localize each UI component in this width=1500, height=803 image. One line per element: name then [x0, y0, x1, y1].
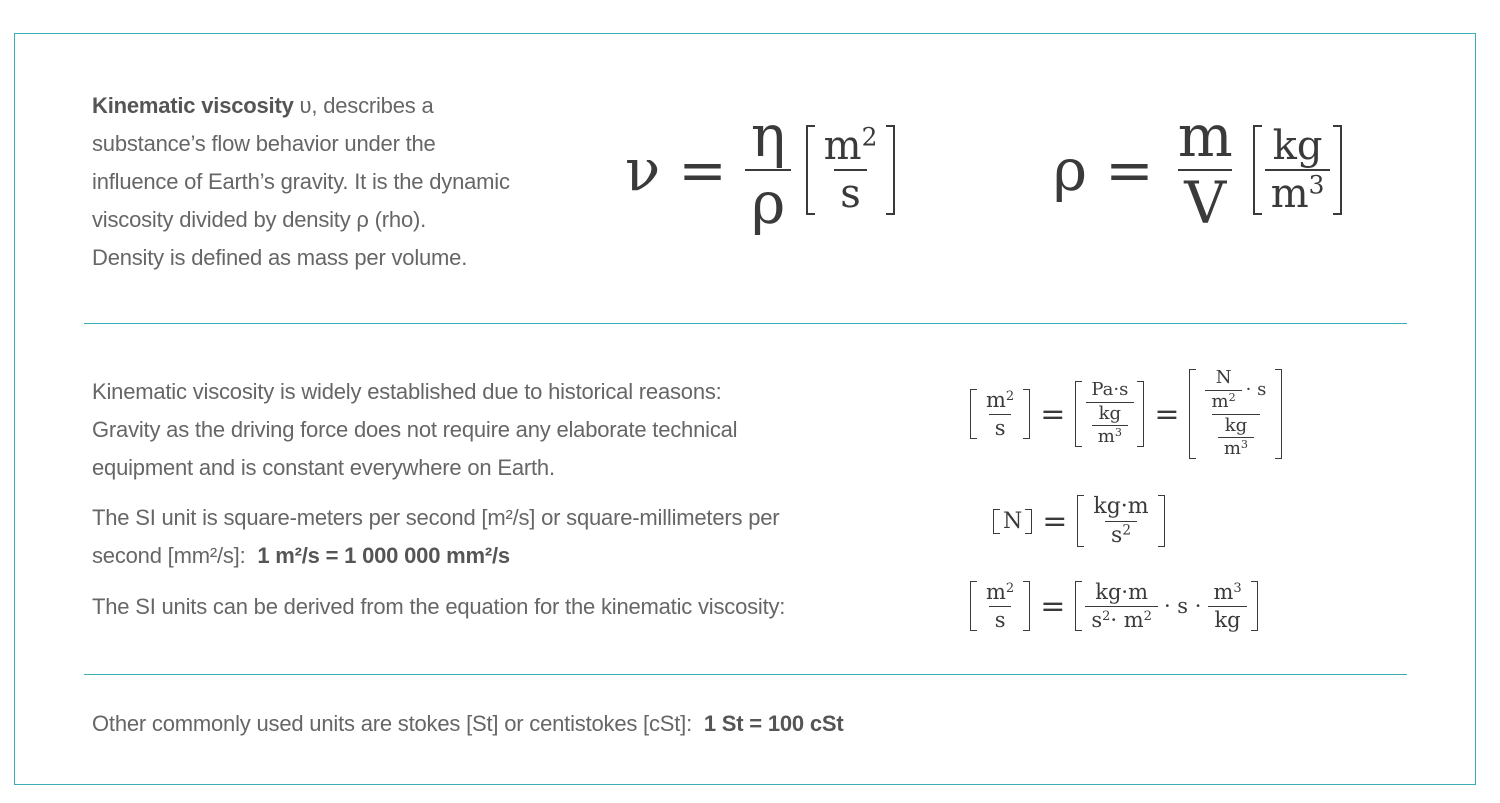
unit-kg: kg: [1272, 123, 1323, 169]
eq3-kg-m: kg·m: [1095, 580, 1149, 605]
eq1-rhs-n: N: [1215, 366, 1232, 388]
si-unit-paragraph: [92, 499, 779, 575]
unit-m: m: [1270, 171, 1309, 217]
kinematic-viscosity-formula: [625, 100, 895, 240]
eq2-exp: 2: [1122, 522, 1132, 538]
mass-symbol: m: [1177, 102, 1233, 171]
unit-s: s: [834, 169, 867, 215]
si-unit-line-1: The SI unit is square-meters per second [m²/s] or square-millimeters per: [92, 505, 780, 530]
section-divider-1: [84, 323, 1407, 324]
unit-m: m: [823, 123, 862, 169]
unit-exp-3: 3: [1308, 170, 1325, 200]
eq3-s-exp: 2: [1102, 608, 1111, 624]
history-line-3: equipment and is constant everywhere on Earth.: [92, 455, 555, 480]
history-paragraph: [92, 373, 737, 487]
rho-lhs: ρ: [1053, 136, 1088, 204]
eq1-lhs-exp: 2: [1005, 389, 1015, 405]
eq3-kg: kg: [1208, 606, 1246, 631]
eq3-s: s: [1091, 607, 1103, 632]
history-line-1: Kinematic viscosity is widely established due to historical reasons:: [92, 379, 722, 404]
volume-symbol: V: [1178, 169, 1232, 234]
eq1-lhs-m: m: [986, 388, 1006, 413]
equals-sign: =: [1105, 136, 1154, 204]
eq3-times-s: · s ·: [1163, 594, 1202, 618]
eq1-mid-exp: 3: [1114, 426, 1122, 440]
eta-symbol: η: [750, 102, 786, 171]
eq2-newton: N: [1003, 508, 1023, 534]
eq1-mid-kg: kg: [1098, 402, 1122, 424]
eq1-rhs-exp: 2: [1228, 390, 1236, 404]
eq1-rhs-tail: · s: [1245, 378, 1267, 400]
unit-derivation-eq3: $\frac{m^2}{s}$ = $\frac{kg\cdot m}{s^2\cdot m^2}$ · s · $\frac{m^3}{kg}$: [970, 572, 1258, 640]
m-over-v: [1172, 102, 1239, 237]
unit-derivation-eq2: N = $\frac{kg\cdot m}{s^2}$: [993, 487, 1165, 555]
eq3-lhs-exp: 2: [1005, 581, 1015, 597]
nu-symbol: ν: [625, 136, 661, 204]
density-formula: [1053, 100, 1342, 240]
intro-line-5: Density is defined as mass per volume.: [92, 245, 468, 270]
si-unit-conversion: 1 m²/s = 1 000 000 mm²/s: [257, 543, 510, 568]
intro-line-4: viscosity divided by density ρ (rho).: [92, 207, 427, 232]
intro-line-2: substance’s flow behavior under the: [92, 131, 436, 156]
unit-derivation-eq1: $\frac{m^2}{s}$ = $\frac{Pa\cdot s}{\frac{kg}{m^3}}$ = $\frac{N}{m^2}$ · s $\frac{kg}{m^3}$: [970, 362, 1282, 466]
eq3-lhs-m: m: [986, 580, 1006, 605]
section-divider-2: [84, 674, 1407, 675]
eq2-kg-m: kg·m: [1093, 494, 1149, 520]
eq3-m3-exp: 3: [1233, 581, 1242, 597]
eq2-s: s: [1111, 522, 1123, 548]
eq1-mid-m: m: [1097, 426, 1115, 448]
eq1-rhs-exp3: 3: [1240, 438, 1249, 452]
intro-paragraph: [92, 87, 510, 277]
eq1-lhs-s: s: [989, 414, 1012, 439]
intro-line-1: υ, describes a: [293, 93, 434, 118]
unit-exp-2: 2: [861, 122, 878, 152]
intro-line-3: influence of Earth’s gravity. It is the dynamic: [92, 169, 510, 194]
equals-sign: =: [678, 136, 727, 204]
eq1-rhs-kg: kg: [1224, 414, 1248, 436]
eq1-rhs-m3: m: [1223, 438, 1241, 460]
eq3-lhs-s: s: [989, 606, 1012, 631]
intro-bold-term: Kinematic viscosity: [92, 93, 294, 118]
eq3-m: · m: [1110, 607, 1144, 632]
unit-bracket-kg-per-m3: [1253, 125, 1343, 215]
rho-symbol: ρ: [745, 169, 791, 234]
eq3-m3: m: [1213, 580, 1234, 605]
eq1-rhs-m: m: [1211, 390, 1229, 412]
derivation-paragraph: [92, 588, 785, 626]
eta-over-rho: [745, 102, 792, 237]
unit-bracket-m2-per-s: [806, 122, 896, 217]
stokes-conversion: 1 St = 100 cSt: [703, 711, 844, 736]
eq3-m-exp: 2: [1143, 608, 1152, 624]
si-unit-line-2: second [mm²/s]:: [92, 543, 246, 568]
stokes-paragraph: [92, 705, 844, 743]
history-line-2: Gravity as the driving force does not require any elaborate technical: [92, 417, 738, 442]
derivation-line: The SI units can be derived from the equation for the kinematic viscosity:: [92, 594, 786, 619]
eq1-pa-s: Pa·s: [1091, 378, 1129, 400]
stokes-text: Other commonly used units are stokes [St] or centistokes [cSt]:: [92, 711, 692, 736]
